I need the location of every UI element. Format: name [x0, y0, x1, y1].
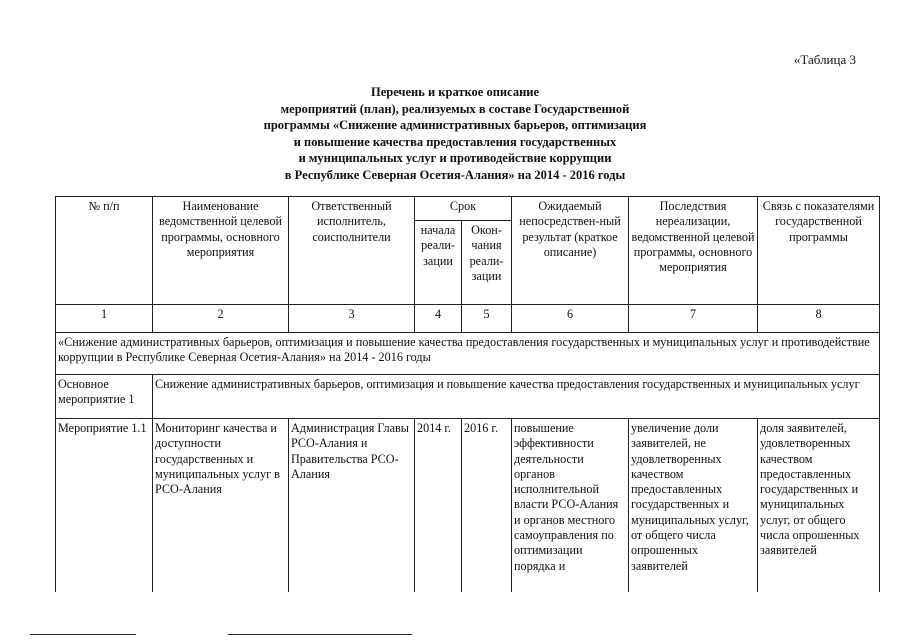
- activity-name: Мониторинг качества и доступности государственных и муниципальных услуг в РСО-Алания: [153, 419, 289, 593]
- header-name: Наименование ведомственной целевой программы, основного мероприятия: [153, 197, 289, 305]
- column-number: 4: [415, 305, 462, 333]
- activity-link: доля заявителей, удовлетворенных качеством предоставленных государственных и муниципальных услуг, от общего числа опрошенных заявителей: [758, 419, 880, 593]
- title-line: мероприятий (план), реализуемых в составе Государственной: [280, 101, 630, 116]
- title-line: программы «Снижение административных барьеров, оптимизация: [263, 118, 647, 133]
- main-activity-text: Снижение административных барьеров, оптимизация и повышение качества предоставления государственных и муниципальных услуг: [153, 375, 880, 419]
- program-row: [56, 333, 880, 375]
- title-line: и повышение качества предоставления государственных: [293, 134, 617, 149]
- activity-start: 2014 г.: [415, 419, 462, 593]
- column-number: 6: [512, 305, 629, 333]
- column-number: 2: [153, 305, 289, 333]
- column-numbers-row: [56, 305, 880, 333]
- title-line: Перечень и краткое описание: [370, 85, 540, 99]
- footnote-divider: [228, 634, 412, 635]
- column-number: 1: [56, 305, 153, 333]
- document-title: [150, 84, 760, 184]
- column-number: 3: [289, 305, 415, 333]
- program-title: «Снижение административных барьеров, оптимизация и повышение качества предоставления государственных и муниципальных услуг и противодействие коррупции в Республике Северная Осетия-Алания» на 2014 - 2016 годы: [56, 333, 880, 375]
- header-num: № п/п: [56, 197, 153, 305]
- header-end: Окон-чания реали-зации: [462, 221, 512, 305]
- activity-end: 2016 г.: [462, 419, 512, 593]
- header-start: начала реали-зации: [415, 221, 462, 305]
- activity-result: повышение эффективности деятельности органов исполнительной власти РСО-Алания и органов местного самоуправления по оптимизации порядка и: [512, 419, 629, 593]
- activity-executor: Администрация Главы РСО-Алания и Правительства РСО-Алания: [289, 419, 415, 593]
- header-result: Ожидаемый непосредствен-ный результат (краткое описание): [512, 197, 629, 305]
- footnote-divider: [30, 634, 136, 635]
- activity-num: Мероприятие 1.1: [56, 419, 153, 593]
- header-consequences: Последствия нереализации, ведомственной целевой программы, основного мероприятия: [629, 197, 758, 305]
- activity-consequences: увеличение доли заявителей, не удовлетворенных качеством предоставленных государственных и муниципальных услуг, от общего числа опрошенных заявителей: [629, 419, 758, 593]
- header-term: Срок: [415, 197, 512, 221]
- activities-table: [55, 196, 880, 592]
- table-number-label: «Таблица 3: [793, 52, 856, 67]
- title-line: в Республике Северная Осетия-Алания» на 2014 - 2016 годы: [284, 167, 626, 182]
- main-activity-row: [56, 375, 880, 419]
- column-number: 5: [462, 305, 512, 333]
- activity-row: [56, 419, 880, 593]
- header-row: [56, 197, 880, 221]
- column-number: 7: [629, 305, 758, 333]
- header-link: Связь с показателями государственной программы: [758, 197, 880, 305]
- main-activity-label: Основное мероприятие 1: [56, 375, 153, 419]
- header-executor: Ответственный исполнитель, соисполнители: [289, 197, 415, 305]
- title-line: и муниципальных услуг и противодействие коррупции: [298, 151, 612, 166]
- column-number: 8: [758, 305, 880, 333]
